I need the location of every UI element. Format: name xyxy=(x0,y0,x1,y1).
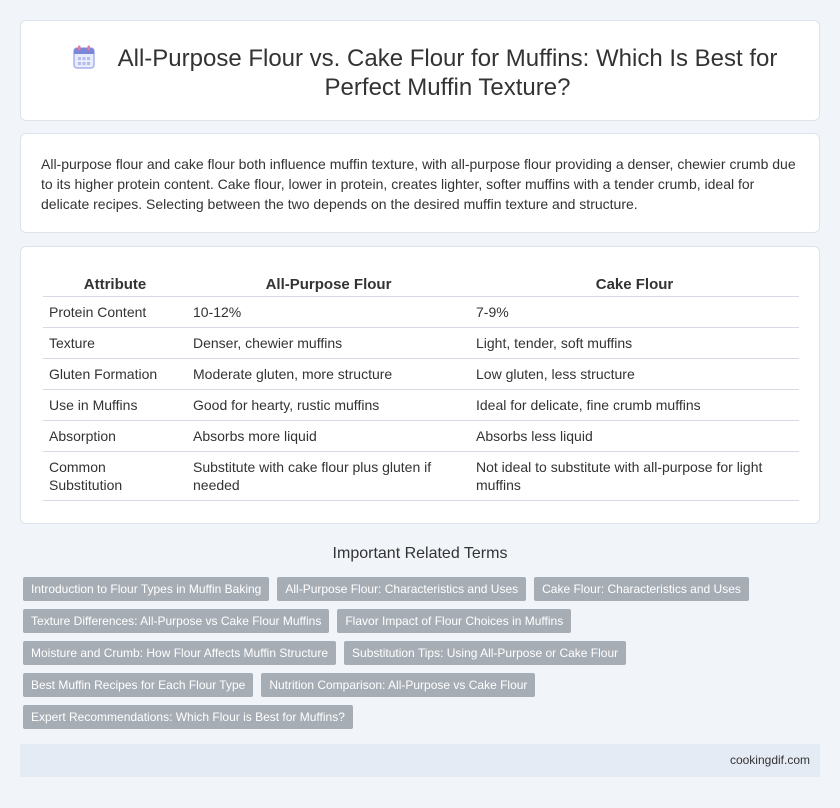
table-cell: 10-12% xyxy=(187,296,470,327)
table-cell: Protein Content xyxy=(43,296,187,327)
table-row xyxy=(43,451,799,500)
related-term-tag[interactable]: All-Purpose Flour: Characteristics and Uses xyxy=(277,577,526,601)
table-cell: Low gluten, less structure xyxy=(470,358,799,389)
related-term-tag[interactable]: Expert Recommendations: Which Flour is Best for Muffins? xyxy=(23,705,353,729)
related-term-tag[interactable]: Moisture and Crumb: How Flour Affects Muffin Structure xyxy=(23,641,336,665)
related-term-tag[interactable]: Best Muffin Recipes for Each Flour Type xyxy=(23,673,253,697)
related-term-tag[interactable]: Substitution Tips: Using All-Purpose or Cake Flour xyxy=(344,641,626,665)
table-row xyxy=(43,389,799,420)
table-cell: Absorption xyxy=(43,420,187,451)
table-row xyxy=(43,358,799,389)
related-term-tag[interactable]: Flavor Impact of Flour Choices in Muffins xyxy=(337,609,571,633)
table-cell: Not ideal to substitute with all-purpose for light muffins xyxy=(470,451,799,500)
table-cell: Substitute with cake flour plus gluten if needed xyxy=(187,451,470,500)
table-cell: Denser, chewier muffins xyxy=(187,327,470,358)
related-term-tag[interactable]: Cake Flour: Characteristics and Uses xyxy=(534,577,749,601)
related-terms-heading: Important Related Terms xyxy=(332,545,508,562)
table-cell: Texture xyxy=(43,327,187,358)
table-cell: Light, tender, soft muffins xyxy=(470,327,799,358)
related-term-tag[interactable]: Introduction to Flour Types in Muffin Baking xyxy=(23,577,269,601)
footer xyxy=(20,744,820,777)
table-cell: Absorbs more liquid xyxy=(187,420,470,451)
related-term-tag[interactable]: Nutrition Comparison: All-Purpose vs Cake Flour xyxy=(261,673,535,697)
table-row xyxy=(43,327,799,358)
table-cell: Moderate gluten, more structure xyxy=(187,358,470,389)
comparison-table xyxy=(43,276,799,501)
related-terms-list xyxy=(23,577,823,737)
table-row xyxy=(43,296,799,327)
table-header-row xyxy=(43,276,799,296)
column-header-cake-flour: Cake Flour xyxy=(470,276,799,296)
column-header-all-purpose: All-Purpose Flour xyxy=(187,276,470,296)
footer-site-link[interactable]: cookingdif.com xyxy=(729,753,810,767)
column-header-attribute: Attribute xyxy=(43,276,187,296)
intro-paragraph: All-purpose flour and cake flour both influence muffin texture, with all-purpose flour providing a denser, chewier crumb due to its higher protein content. Cake flour, lower in protein, creates lighter, softer muffins with a tender crumb, ideal for delicate recipes. Selecting between the two depends on the desired muffin texture and structure. xyxy=(41,156,796,212)
intro-card xyxy=(20,133,820,233)
comparison-table-card xyxy=(20,246,820,524)
related-term-tag[interactable]: Texture Differences: All-Purpose vs Cake Flour Muffins xyxy=(23,609,329,633)
table-cell: Good for hearty, rustic muffins xyxy=(187,389,470,420)
table-cell: Common Substitution xyxy=(43,451,187,500)
table-cell: Ideal for delicate, fine crumb muffins xyxy=(470,389,799,420)
table-cell: Use in Muffins xyxy=(43,389,187,420)
table-row xyxy=(43,420,799,451)
table-cell: Absorbs less liquid xyxy=(470,420,799,451)
table-cell: 7-9% xyxy=(470,296,799,327)
title-card xyxy=(20,20,820,121)
table-cell: Gluten Formation xyxy=(43,358,187,389)
page-title: All-Purpose Flour vs. Cake Flour for Muffins: Which Is Best for Perfect Muffin Texture? xyxy=(117,45,778,101)
